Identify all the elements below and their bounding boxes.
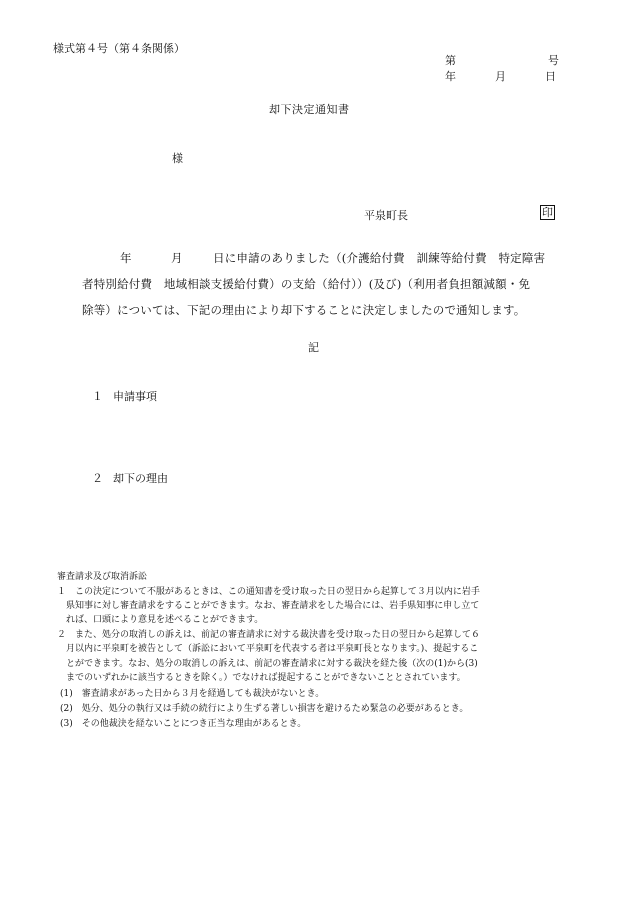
body-line-1: 日に申請のありました（(介護給付費 訓練等給付費 特定障害 <box>213 251 546 265</box>
item-1-number: １ <box>92 390 103 403</box>
appeal-line: １ この決定について不服があるときは、この通知書を受け取った日の翌日から起算して３月以内に岩手 <box>57 587 480 597</box>
appeal-line: (1) 審査請求があった日から３月を経過しても裁決がないとき。 <box>60 689 325 699</box>
item-2-label: 却下の理由 <box>113 472 168 485</box>
appeal-line: 月以内に平泉町を被告として（訴訟において平泉町を代表する者は平泉町長となります。)、提起するこ <box>57 644 479 654</box>
appeal-line: 県知事に対し審査請求をすることができます。なお、審査請求をした場合には、岩手県知事に申し立て <box>57 601 480 611</box>
appeal-line: とができます。なお、処分の取消しの訴えは、前記の審査請求に対する裁決を経た後（次の(1)から(3) <box>57 659 478 669</box>
ki-marker: 記 <box>308 341 319 354</box>
form-label: 様式第４号（第４条関係） <box>53 42 185 55</box>
doc-number-suffix: 号 <box>548 54 559 67</box>
date-month: 月 <box>495 70 506 83</box>
appeal-line: れば、口頭により意見を述べることができます。 <box>57 615 264 625</box>
seal-mark: 印 <box>542 206 553 219</box>
appeal-line: ２ また、処分の取消しの訴えは、前記の審査請求に対する裁決書を受け取った日の翌日から起算して６ <box>57 630 481 640</box>
issuer-name: 平泉町長 <box>364 209 408 222</box>
body-line-3: 除等）については、下記の理由により却下することに決定しましたので通知します。 <box>82 303 526 317</box>
item-2-number: ２ <box>92 472 103 485</box>
body-month: 月 <box>171 251 183 265</box>
date-year: 年 <box>445 70 456 83</box>
appeal-line: (2) 処分、処分の執行又は手続の続行により生ずる著しい損害を避けるため緊急の必要があるとき。 <box>60 704 469 714</box>
item-1-label: 申請事項 <box>113 390 157 403</box>
doc-number-prefix: 第 <box>445 54 456 67</box>
document-title: 却下決定通知書 <box>269 103 350 116</box>
appeal-line: (3) その他裁決を経ないことにつき正当な理由があるとき。 <box>60 719 307 729</box>
appeal-heading: 審査請求及び取消訴訟 <box>57 572 148 582</box>
recipient-honorific: 様 <box>172 152 183 165</box>
appeal-line: までのいずれかに該当するときを除く。）でなければ提起することができないこととされています。 <box>57 673 466 683</box>
body-line-2: 者特別給付費 地域相談支援給付費）の支給（給付））(及び)（利用者負担額減額・免 <box>82 277 531 291</box>
body-year: 年 <box>120 251 132 265</box>
date-day: 日 <box>545 70 556 83</box>
seal-box <box>540 205 555 220</box>
